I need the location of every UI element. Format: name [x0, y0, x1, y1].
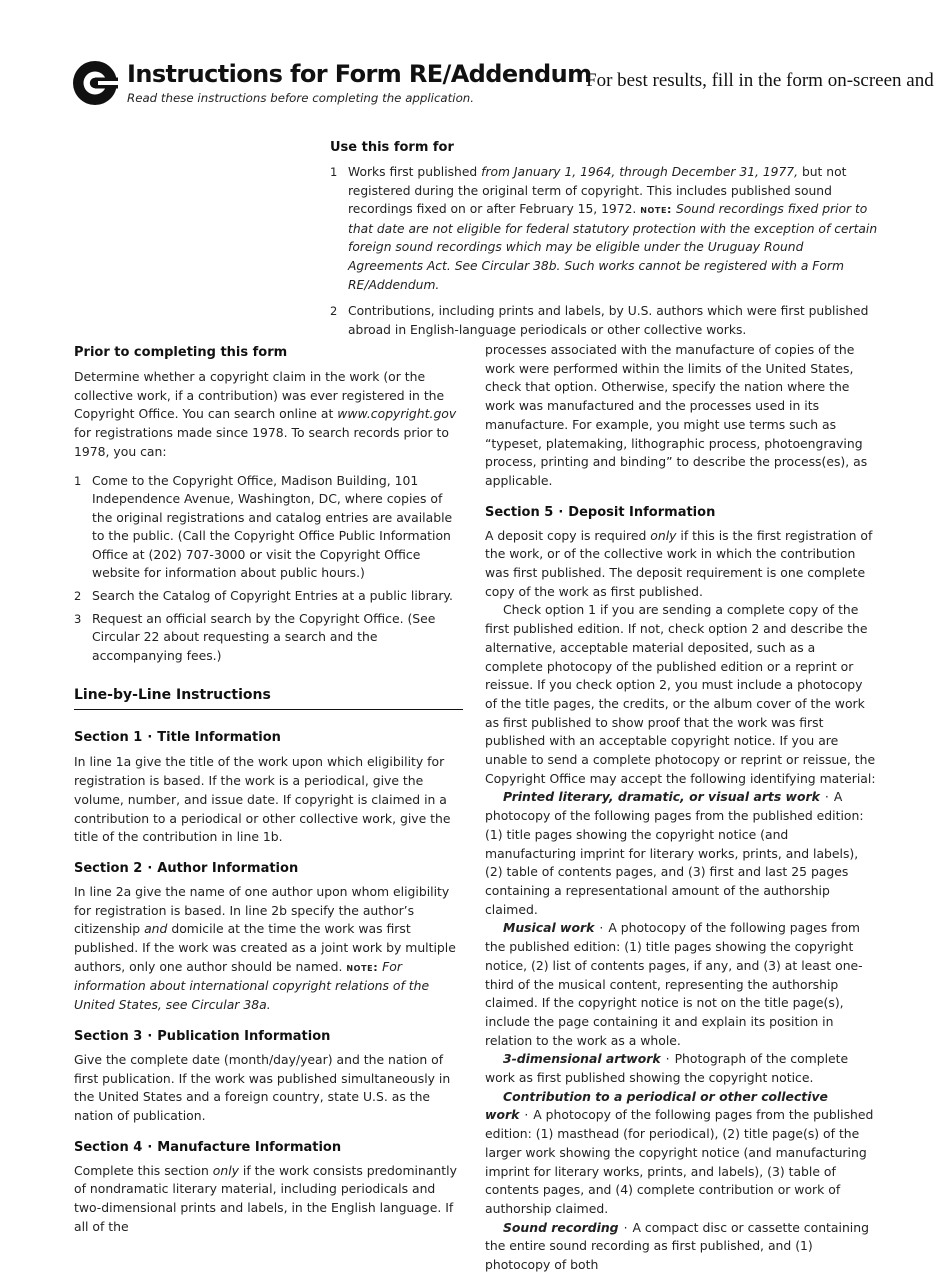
item-text: but not registered during the original term of copyright. This includes published sound recordings fixed on or after February 15, 1972.: [348, 165, 847, 217]
fill-on-screen-hint: For best results, fill in the form on-screen and: [586, 70, 934, 91]
list-item: [330, 163, 878, 294]
use-form-heading: Use this form for: [330, 140, 454, 155]
deposit-item-label: 3-dimensional artwork: [503, 1051, 661, 1067]
line-by-line-heading: Line-by-Line Instructions: [74, 687, 463, 710]
section-paragraph: A deposit copy is required only if this is the first registration of the work, or of the collective work in which the contribution was first published. The deposit requirement is one complete copy of the work as first published.: [485, 527, 873, 599]
note-label: note:: [346, 960, 379, 974]
section-paragraph: Check option 1 if you are sending a complete copy of the first published edition. If not, check option 2 and describe the alternative, acceptable material deposited, such as a complete photocopy of the published edition or a reprint or reissue. If you check option 2, you must include a photocopy of the title pages, the credits, or the album cover of the work as first published to show proof that the work was first published with an acceptable copyright notice. If you are unable to send a complete photocopy or reprint or reissue, the Copyright Office may accept the following identifying material:: [485, 602, 876, 786]
section-paragraph: In line 2a give the name of one author upon whom eligibility for registration is based. In line 2b specify the author’s citizenship and domicile at the time the work was first published. If the work was created as a joint work by multiple authors, only one author should be named. note: For information about international copyright relations of the United States, see Circular 38a.: [74, 883, 456, 1013]
section-1: [74, 730, 463, 847]
section-paragraph: In line 1a give the title of the work upon which eligibility for registration is based. If the work is a periodical, give the volume, number, and issue date. If copyright is claimed in a contribution to a periodical or other collective work, give the title of the contribution in line 1b.: [74, 754, 451, 845]
list-item: [330, 302, 878, 339]
item-number: 2: [330, 304, 338, 319]
deposit-item-label: Contribution to a periodical or other collective work: [485, 1088, 828, 1123]
prior-paragraph: Determine whether a copyright claim in the work (or the collective work, if a contribution) was ever registered in the Copyright Office. You can search online at www.copyright.gov for registrations made since 1978. To search records prior to 1978, you can:: [74, 369, 457, 459]
deposit-item-label: Sound recording: [503, 1219, 619, 1235]
item-text: Works first published: [348, 165, 482, 179]
item-text: Contributions, including prints and labels, by U.S. authors which were first published abroad in English-language periodicals or other collective works.: [348, 304, 869, 337]
item-text-italic: from January 1, 1964, through December 31, 1977,: [481, 165, 799, 179]
section-heading: Section 5 · Deposit Information: [485, 504, 716, 520]
deposit-item-label: Musical work: [503, 920, 595, 936]
prior-list: [74, 472, 463, 666]
section-paragraph: Give the complete date (month/day/year) and the nation of first publication. If the work was published simultaneously in the United States and a foreign country, state U.S. as the nation of publication.: [74, 1051, 451, 1123]
section-paragraph: Complete this section only if the work consists predominantly of nondramatic literary material, including periodicals and two-dimensional prints and labels, in the English language. If all of the: [74, 1162, 457, 1234]
deposit-item-label: Printed literary, dramatic, or visual arts work: [503, 789, 820, 805]
list-item: 2 Search the Catalog of Copyright Entries at a public library.: [74, 588, 453, 604]
list-item: 3 Request an official search by the Copyright Office. (See Circular 22 about requesting a search and the accompanying fees.): [74, 610, 436, 663]
section-4: [74, 1140, 463, 1237]
use-form-section: [330, 140, 878, 347]
deposit-item: Printed literary, dramatic, or visual arts work · A photocopy of the following pages from the published edition: (1) title pages showing the copyright notice (and manufacturing imprint for literary works, prints, and labels), (2) table of contents pages, and (3) first and last 25 pages containing a representational amount of the authorship claimed.: [485, 789, 864, 917]
note-text: Sound recordings fixed prior to that date are not eligible for federal statutory protection with the exception of certain foreign sound recordings which may be eligible under the Uruguay Round Agreements Act. See Circular 38b. Such works cannot be registered with a Form RE/Addendum.: [348, 202, 878, 292]
deposit-item: Contribution to a periodical or other collective work · A photocopy of the following pages from the published edition: (1) masthead (for periodical), (2) title page(s) of the larger work showing the copyright notice (and manufacturing imprint for literary works, prints, and labels), (3) table of contents pages, and (4) complete contribution or work of authorship claimed.: [485, 1088, 874, 1216]
section-5: [485, 505, 877, 1275]
section-heading: Section 1 · Title Information: [74, 730, 281, 746]
section-heading: Section 4 · Manufacture Information: [74, 1139, 342, 1155]
copyright-office-logo-icon: [72, 60, 118, 106]
list-item: 1 Come to the Copyright Office, Madison Building, 101 Independence Avenue, Washington, DC, where copies of the original registrations and catalog entries are available to the public. (Call the Copyright Office Public Information Office at (202) 707-3000 or visit the Copyright Office website for information about public hours.): [74, 472, 453, 581]
page-title: Instructions for Form RE/Addendum: [127, 60, 592, 88]
page-subtitle: Read these instructions before completing the application.: [127, 91, 475, 105]
copyright-website-link[interactable]: www.copyright.gov: [337, 406, 457, 422]
section-heading: Section 2 · Author Information: [74, 860, 299, 876]
prior-heading: Prior to completing this form: [74, 345, 288, 360]
deposit-item: Musical work · A photocopy of the following pages from the published edition: (1) title pages showing the copyright notice, (2) list of contents pages, if any, and (3) at least one-third of the musical content, representing the authorship claimed. If the copyright notice is not on the title page(s), include the page containing it and explain its position in relation to the work as a whole.: [485, 920, 863, 1048]
note-label: note:: [640, 203, 673, 217]
use-form-list: [330, 163, 878, 339]
deposit-item: 3-dimensional artwork · Photograph of the complete work as first published showing the copyright notice.: [485, 1051, 849, 1086]
item-number: 1: [330, 165, 338, 179]
deposit-item: Sound recording · A compact disc or cassette containing the entire sound recording as first published, and (1) photocopy of both: [485, 1219, 869, 1273]
section-4-continued: processes associated with the manufacture of copies of the work were performed within the limits of the United States, check that option. Otherwise, specify the nation where the work was manufactured and the processes used in its manufacture. For example, you might use terms such as “typeset, platemaking, lithographic process, photoengraving process, printing and binding” to describe the process(es), as applicable.: [485, 342, 868, 488]
section-2: [74, 861, 463, 1015]
right-column: [485, 341, 877, 1275]
left-column: [74, 345, 463, 1237]
section-heading: Section 3 · Publication Information: [74, 1028, 331, 1044]
section-3: [74, 1029, 463, 1126]
